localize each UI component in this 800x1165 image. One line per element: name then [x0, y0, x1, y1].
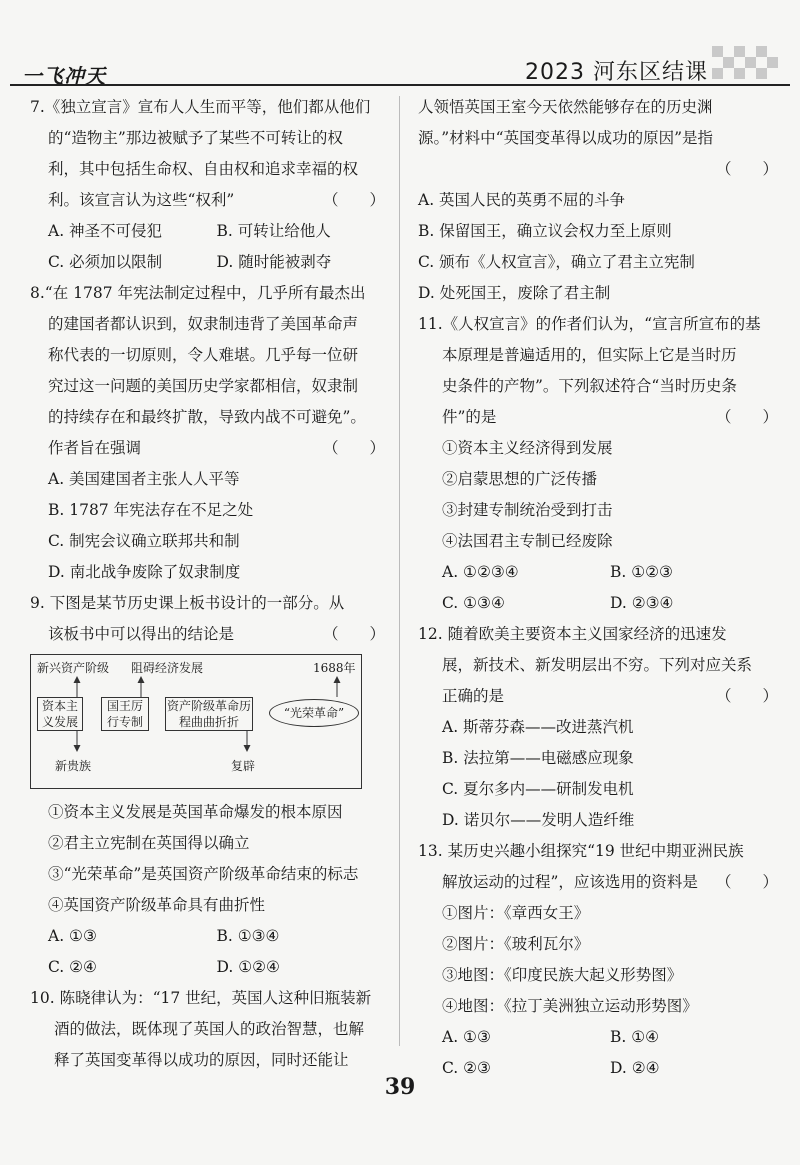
option: A. 英国人民的英勇不屈的斗争 [418, 191, 626, 209]
statement: ③“光荣革命”是英国资产阶级革命结束的标志 [48, 865, 359, 883]
diagram-label: 复辟 [231, 759, 256, 773]
statement: ①资本主义经济得到发展 [442, 439, 613, 457]
option: B. ①②③ [610, 563, 673, 581]
q7-options [30, 216, 385, 247]
statement: ②图片：《玻利瓦尔》 [442, 935, 590, 953]
q13-options [418, 1022, 778, 1053]
option: B. 保留国王，确立议会权力至上原则 [418, 222, 672, 240]
q9-line: 该板书中可以得出的结论是 （ ） [30, 619, 385, 650]
answer-paren: （ ） [322, 625, 385, 643]
statement: ④地图：《拉丁美洲独立运动形势图》 [442, 997, 698, 1015]
option: C. ②③ [442, 1059, 491, 1077]
q13-line: 13. 某历史兴趣小组探究“19 世纪中期亚洲民族 [418, 842, 744, 860]
question-8 [30, 278, 385, 588]
q12-line: 12. 随着欧美主要资本主义国家经济的迅速发 [418, 625, 727, 643]
q8-line: 称代表的一切原则，令人难堪。几乎每一位研 [48, 346, 359, 364]
page-header [0, 40, 800, 88]
q12-line: 正确的是 （ ） [418, 681, 778, 712]
statement: ③封建专制统治受到打击 [442, 501, 613, 519]
statement: ④英国资产阶级革命具有曲折性 [48, 896, 266, 914]
option: C. ①③④ [442, 594, 505, 612]
option: D. 随时能被剥夺 [216, 253, 332, 271]
diagram-label: 阻碍经济发展 [131, 661, 204, 675]
q8-line: 的建国者都认识到，奴隶制违背了美国革命声 [48, 315, 359, 333]
q10-paren-line [418, 154, 778, 185]
q7-line: 利，其中包括生命权、自由权和追求幸福的权 [48, 160, 359, 178]
option: D. ①②④ [216, 958, 280, 976]
diagram-label: 新贵族 [55, 759, 92, 773]
option: D. 南北战争废除了奴隶制度 [48, 563, 241, 581]
q12-line: 展，新技术、新发明层出不穷。下列对应关系 [442, 656, 753, 674]
option: B. ①④ [610, 1028, 660, 1046]
q10-line: 10. 陈晓律认为：“17 世纪，英国人这种旧瓶装新 [30, 989, 372, 1007]
question-7 [30, 92, 385, 278]
question-11 [418, 309, 778, 619]
option: C. 夏尔多内——研制发电机 [442, 780, 634, 798]
checker-decoration [712, 46, 782, 84]
diagram-ellipse: “光荣革命” [269, 699, 359, 727]
statement: ①图片：《章西女王》 [442, 904, 590, 922]
q7-line: 7.《独立宣言》宣布人人生而平等，他们都从他们 [30, 98, 371, 116]
option: B. 1787 年宪法存在不足之处 [48, 501, 254, 519]
diagram-label: 1688年 [313, 661, 356, 675]
blackboard-diagram [30, 654, 362, 789]
option: D. 处死国王，废除了君主制 [418, 284, 611, 302]
answer-paren: （ ） [322, 439, 385, 457]
q8-line: 的持续存在和最终扩散，导致内战不可避免”。 [48, 408, 366, 426]
statement: ②启蒙思想的广泛传播 [442, 470, 598, 488]
right-column [418, 92, 778, 1084]
logo: 一飞冲天 [22, 64, 106, 88]
answer-paren: （ ） [715, 160, 778, 178]
left-column [30, 92, 385, 1076]
q11-line: 本原理是普遍适用的，但实际上它是当时历 [442, 346, 737, 364]
option: C. 必须加以限制 [48, 253, 163, 271]
q13-line: 解放运动的过程”，应该选用的资料是 （ ） [418, 867, 778, 898]
q10-line: 人领悟英国王室今天依然能够存在的历史渊 [418, 98, 713, 116]
q7-line: 利。该宣言认为这些“权利” （ ） [30, 185, 385, 216]
answer-paren: （ ） [322, 191, 385, 209]
q8-line: 作者旨在强调 （ ） [30, 433, 385, 464]
statement: ①资本主义发展是英国革命爆发的根本原因 [48, 803, 343, 821]
page-number: 39 [384, 1074, 416, 1100]
answer-paren: （ ） [715, 408, 778, 426]
header-rule [10, 84, 790, 86]
option: B. 法拉第——电磁感应现象 [442, 749, 634, 767]
q8-line: 8.“在 1787 年宪法制定过程中，几乎所有最杰出 [30, 284, 366, 302]
option: A. 斯蒂芬森——改进蒸汽机 [442, 718, 634, 736]
option: A. ①③ [48, 927, 97, 945]
answer-paren: （ ） [715, 873, 778, 891]
option: A. 神圣不可侵犯 [48, 222, 163, 240]
option: B. ①③④ [216, 927, 280, 945]
option: C. 颁布《人权宣言》，确立了君主立宪制 [418, 253, 695, 271]
option: B. 可转让给他人 [216, 222, 331, 240]
q10-line: 源。”材料中“英国变革得以成功的原因”是指 [418, 129, 714, 147]
q9-options [30, 952, 385, 983]
question-10-continued [418, 92, 778, 309]
header-title: 2023 河东区结课 [525, 60, 708, 85]
diagram-box: 资产阶级革命历程曲曲折折 [166, 699, 251, 729]
option: A. 美国建国者主张人人平等 [48, 470, 240, 488]
diagram-label: 新兴资产阶级 [37, 661, 110, 675]
column-divider [399, 96, 400, 1046]
q8-line: 究过这一问题的美国历史学家都相信，奴隶制 [48, 377, 359, 395]
option: D. ②④ [610, 1059, 660, 1077]
q11-line: 史条件的产物”。下列叙述符合“当时历史条 [442, 377, 737, 395]
q10-line: 酒的做法，既体现了英国人的政治智慧，也解 [54, 1020, 365, 1038]
q13-options [418, 1053, 778, 1084]
question-13 [418, 836, 778, 1084]
option: A. ①③ [442, 1028, 491, 1046]
option: C. 制宪会议确立联邦共和制 [48, 532, 240, 550]
statement: ④法国君主专制已经废除 [442, 532, 613, 550]
question-9 [30, 588, 385, 983]
answer-paren: （ ） [715, 687, 778, 705]
q7-line: 的“造物主”那边被赋予了某些不可转让的权 [48, 129, 343, 147]
q9-line: 9. 下图是某节历史课上板书设计的一部分。从 [30, 594, 345, 612]
statement: ②君主立宪制在英国得以确立 [48, 834, 250, 852]
q11-line: 11.《人权宣言》的作者们认为，“宣言所宣布的基 [418, 315, 761, 333]
diagram-box: 资本主义发展 [37, 697, 83, 731]
question-12 [418, 619, 778, 836]
q11-options [418, 557, 778, 588]
q11-options [418, 588, 778, 619]
diagram-box: 国王厉行专制 [101, 697, 149, 731]
q10-line: 释了英国变革得以成功的原因，同时还能让 [54, 1051, 349, 1069]
option: A. ①②③④ [442, 563, 519, 581]
option: D. ②③④ [610, 594, 674, 612]
option: D. 诺贝尔——发明人造纤维 [442, 811, 635, 829]
q9-options [30, 921, 385, 952]
q11-line: 件”的是 （ ） [418, 402, 778, 433]
question-10 [30, 983, 385, 1076]
q7-options [30, 247, 385, 278]
statement: ③地图：《印度民族大起义形势图》 [442, 966, 683, 984]
option: C. ②④ [48, 958, 97, 976]
